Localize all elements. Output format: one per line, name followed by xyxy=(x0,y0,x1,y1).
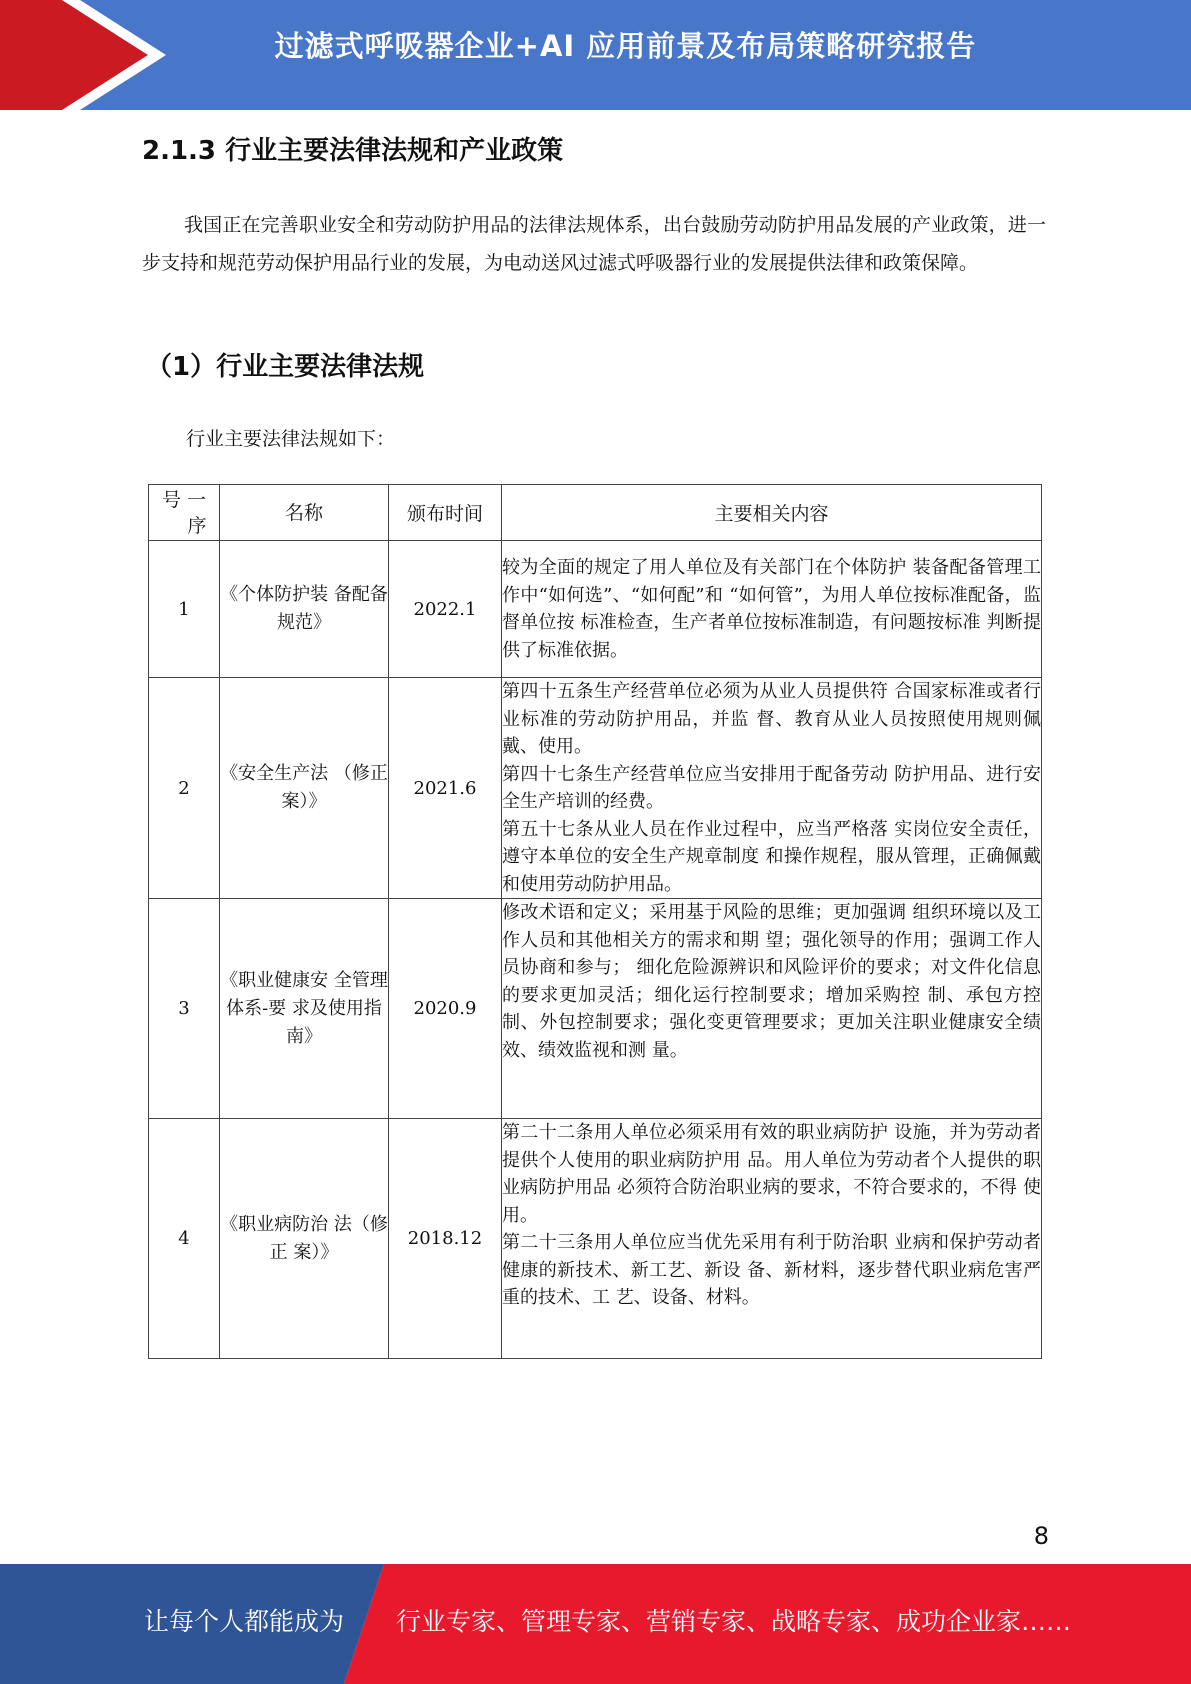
header-no-top: 号 一 xyxy=(161,488,207,511)
subheading-laws: （1）行业主要法律法规 xyxy=(146,352,425,382)
row-no: 4 xyxy=(149,1119,220,1359)
row-content xyxy=(502,1119,1042,1359)
row-name: 《个体防护装 备配备规范》 xyxy=(220,541,389,678)
content-paragraph: 修改术语和定义；采用基于风险的思维；更加强调 组织环境以及工作人员和其他相关方的需求和期 望；强化领导的作用；强调工作人员协商和参与； 细化危险源辨识和风险评价的要求；对文件化信息 的要求更加灵活；细化运行控制要求；增加采购控 制、承包方控制、外包控制要求；强化变更管理要求；更加关注职业健康安全绩效、绩效监视和测 量。 xyxy=(502,902,1041,1061)
section-heading: 2.1.3 行业主要法律法规和产业政策 xyxy=(142,136,564,166)
header-content: 主要相关内容 xyxy=(502,485,1042,541)
content-paragraph: 第二十二条用人单位必须采用有效的职业病防护 设施，并为劳动者提供个人使用的职业病防护用 品。用人单位为劳动者个人提供的职业病防护用品 必须符合防治职业病的要求，不符合要求的，不得 使用。 xyxy=(502,1122,1041,1226)
table-header-row xyxy=(149,485,1042,541)
page-number: 8 xyxy=(1033,1522,1049,1550)
content-paragraph: 第四十七条生产经营单位应当安排用于配备劳动 防护用品、进行安全生产培训的经费。 xyxy=(502,763,1041,812)
content-paragraph: 第五十七条从业人员在作业过程中，应当严格落 实岗位安全责任，遵守本单位的安全生产规章制度 和操作规程，服从管理，正确佩戴和使用劳动防护用品。 xyxy=(502,818,1041,895)
footer-slogan-right: 行业专家、管理专家、营销专家、战略专家、成功企业家…… xyxy=(396,1607,1072,1636)
row-name: 《职业健康安 全管理体系-要 求及使用指 南》 xyxy=(220,899,389,1119)
table-row xyxy=(149,678,1042,899)
row-name: 《安全生产法 （修正案）》 xyxy=(220,678,389,899)
row-content xyxy=(502,541,1042,678)
row-date: 2018.12 xyxy=(389,1119,502,1359)
header-date: 颁布时间 xyxy=(389,485,502,541)
laws-table xyxy=(148,484,1042,1359)
header-name: 名称 xyxy=(220,485,389,541)
report-header xyxy=(0,0,1191,110)
row-no: 2 xyxy=(149,678,220,899)
row-content xyxy=(502,678,1042,899)
row-no: 1 xyxy=(149,541,220,678)
row-name: 《职业病防治 法（修正 案）》 xyxy=(220,1119,389,1359)
table-row xyxy=(149,899,1042,1119)
intro-paragraph: 我国正在完善职业安全和劳动防护用品的法律法规体系，出台鼓励劳动防护用品发展的产业政策，进一步支持和规范劳动保护用品行业的发展，为电动送风过滤式呼吸器行业的发展提供法律和政策保障。 xyxy=(142,214,1046,274)
report-footer xyxy=(0,1564,1191,1684)
row-date: 2022.1 xyxy=(389,541,502,678)
report-title: 过滤式呼吸器企业+AI 应用前景及布局策略研究报告 xyxy=(274,29,977,63)
table-row xyxy=(149,1119,1042,1359)
content-paragraph: 较为全面的规定了用人单位及有关部门在个体防护 装备配备管理工作中“如何选”、“如何配”和 “如何管”，为用人单位按标准配备，监督单位按 标准检查，生产者单位按标准制造，有问题按标准 判断提供了标准依据。 xyxy=(502,557,1041,661)
table-lead-text: 行业主要法律法规如下： xyxy=(186,428,396,450)
table-continuation-mask xyxy=(140,1363,1050,1393)
footer-slogan-left: 让每个人都能成为 xyxy=(144,1607,345,1636)
row-date: 2020.9 xyxy=(389,899,502,1119)
row-date: 2021.6 xyxy=(389,678,502,899)
header-no xyxy=(149,485,220,541)
content-paragraph: 第四十五条生产经营单位必须为从业人员提供符 合国家标准或者行业标准的劳动防护用品，并监 督、教育从业人员按照使用规则佩戴、使用。 xyxy=(502,681,1041,757)
content-paragraph: 第二十三条用人单位应当优先采用有利于防治职 业病和保护劳动者健康的新技术、新工艺、新设 备、新材料，逐步替代职业病危害严重的技术、工 艺、设备、材料。 xyxy=(502,1232,1041,1308)
row-no: 3 xyxy=(149,899,220,1119)
table-row xyxy=(149,541,1042,678)
row-content xyxy=(502,899,1042,1119)
header-no-bottom: 序 xyxy=(187,514,207,537)
